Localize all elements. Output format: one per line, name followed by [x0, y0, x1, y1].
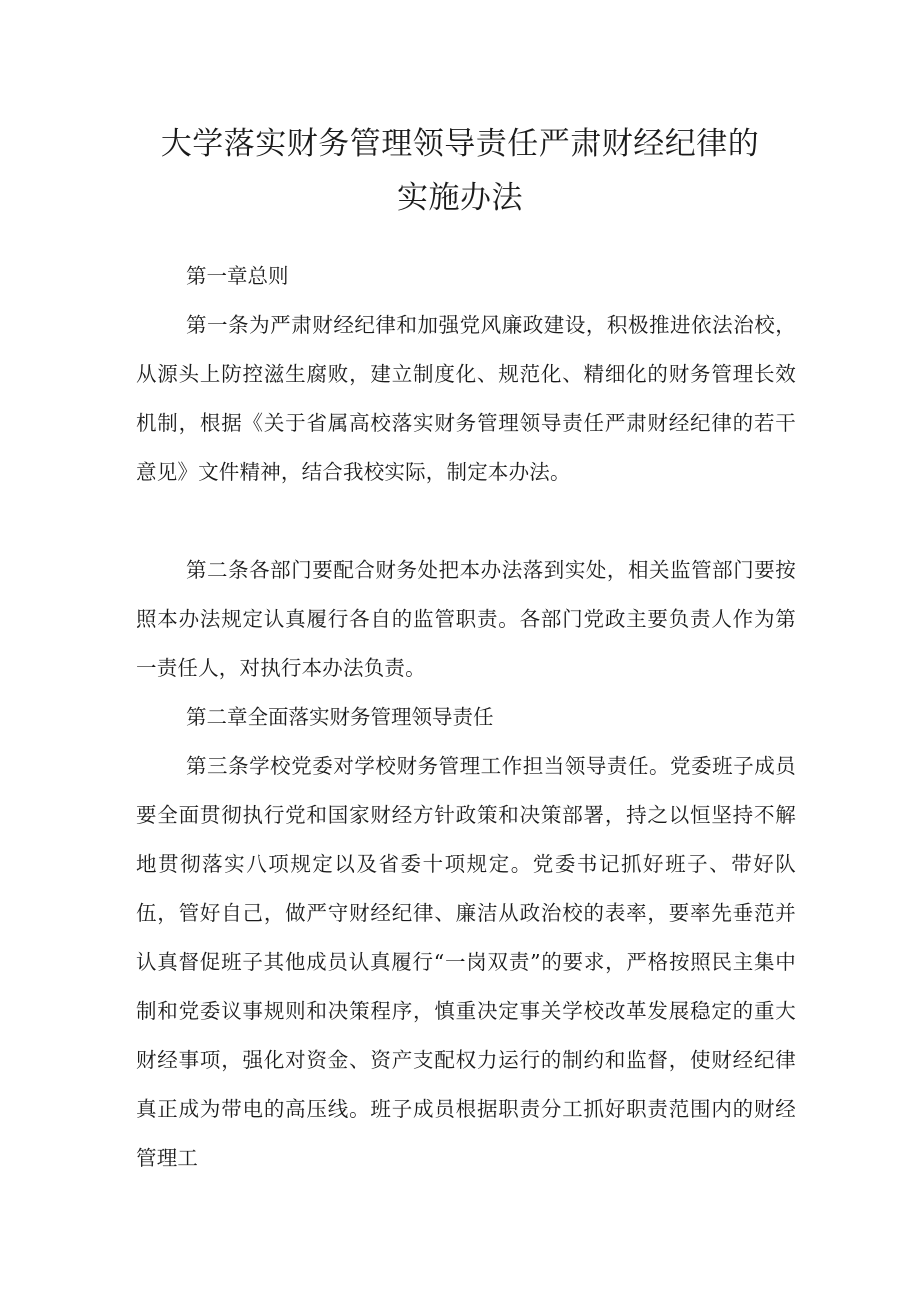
article-3-paragraph: 第三条学校党委对学校财务管理工作担当领导责任。党委班子成员要全面贯彻执行党和国家财经方针政策和决策部署，持之以恒坚持不解地贯彻落实八项规定以及省委十项规定。党委书记抓好班子、带好队伍，管好自己，做严守财经纪律、廉洁从政治校的表率，要率先垂范并认真督促班子其他成员认真履行“一岗双责”的要求，严格按照民主集中制和党委议事规则和决策程序，慎重决定事关学校改革发展稳定的重大财经事项，强化对资金、资产支配权力运行的制约和监督，使财经纪律真正成为带电的高压线。班子成员根据职责分工抓好职责范围内的财经管理工	[136, 754, 796, 1170]
document-title-line-2: 实施办法	[397, 180, 523, 216]
document-title-line-1: 大学落实财务管理领导责任严肃财经纪律的	[160, 126, 760, 162]
article-1-paragraph: 第一条为严肃财经纪律和加强党风廉政建设，积极推进依法治校，从源头上防控滋生腐败，建立制度化、规范化、精细化的财务管理长效机制，根据《关于省属高校落实财务管理领导责任严肃财经纪律的若干意见》文件精神，结合我校实际，制定本办法。	[136, 313, 796, 484]
article-2-paragraph: 第二条各部门要配合财务处把本办法落到实处，相关监管部门要按照本办法规定认真履行各自的监管职责。各部门党政主要负责人作为第一责任人，对执行本办法负责。	[136, 558, 796, 680]
chapter-1-heading: 第一章总则	[186, 264, 289, 288]
chapter-2-heading: 第二章全面落实财务管理领导责任	[186, 705, 494, 729]
